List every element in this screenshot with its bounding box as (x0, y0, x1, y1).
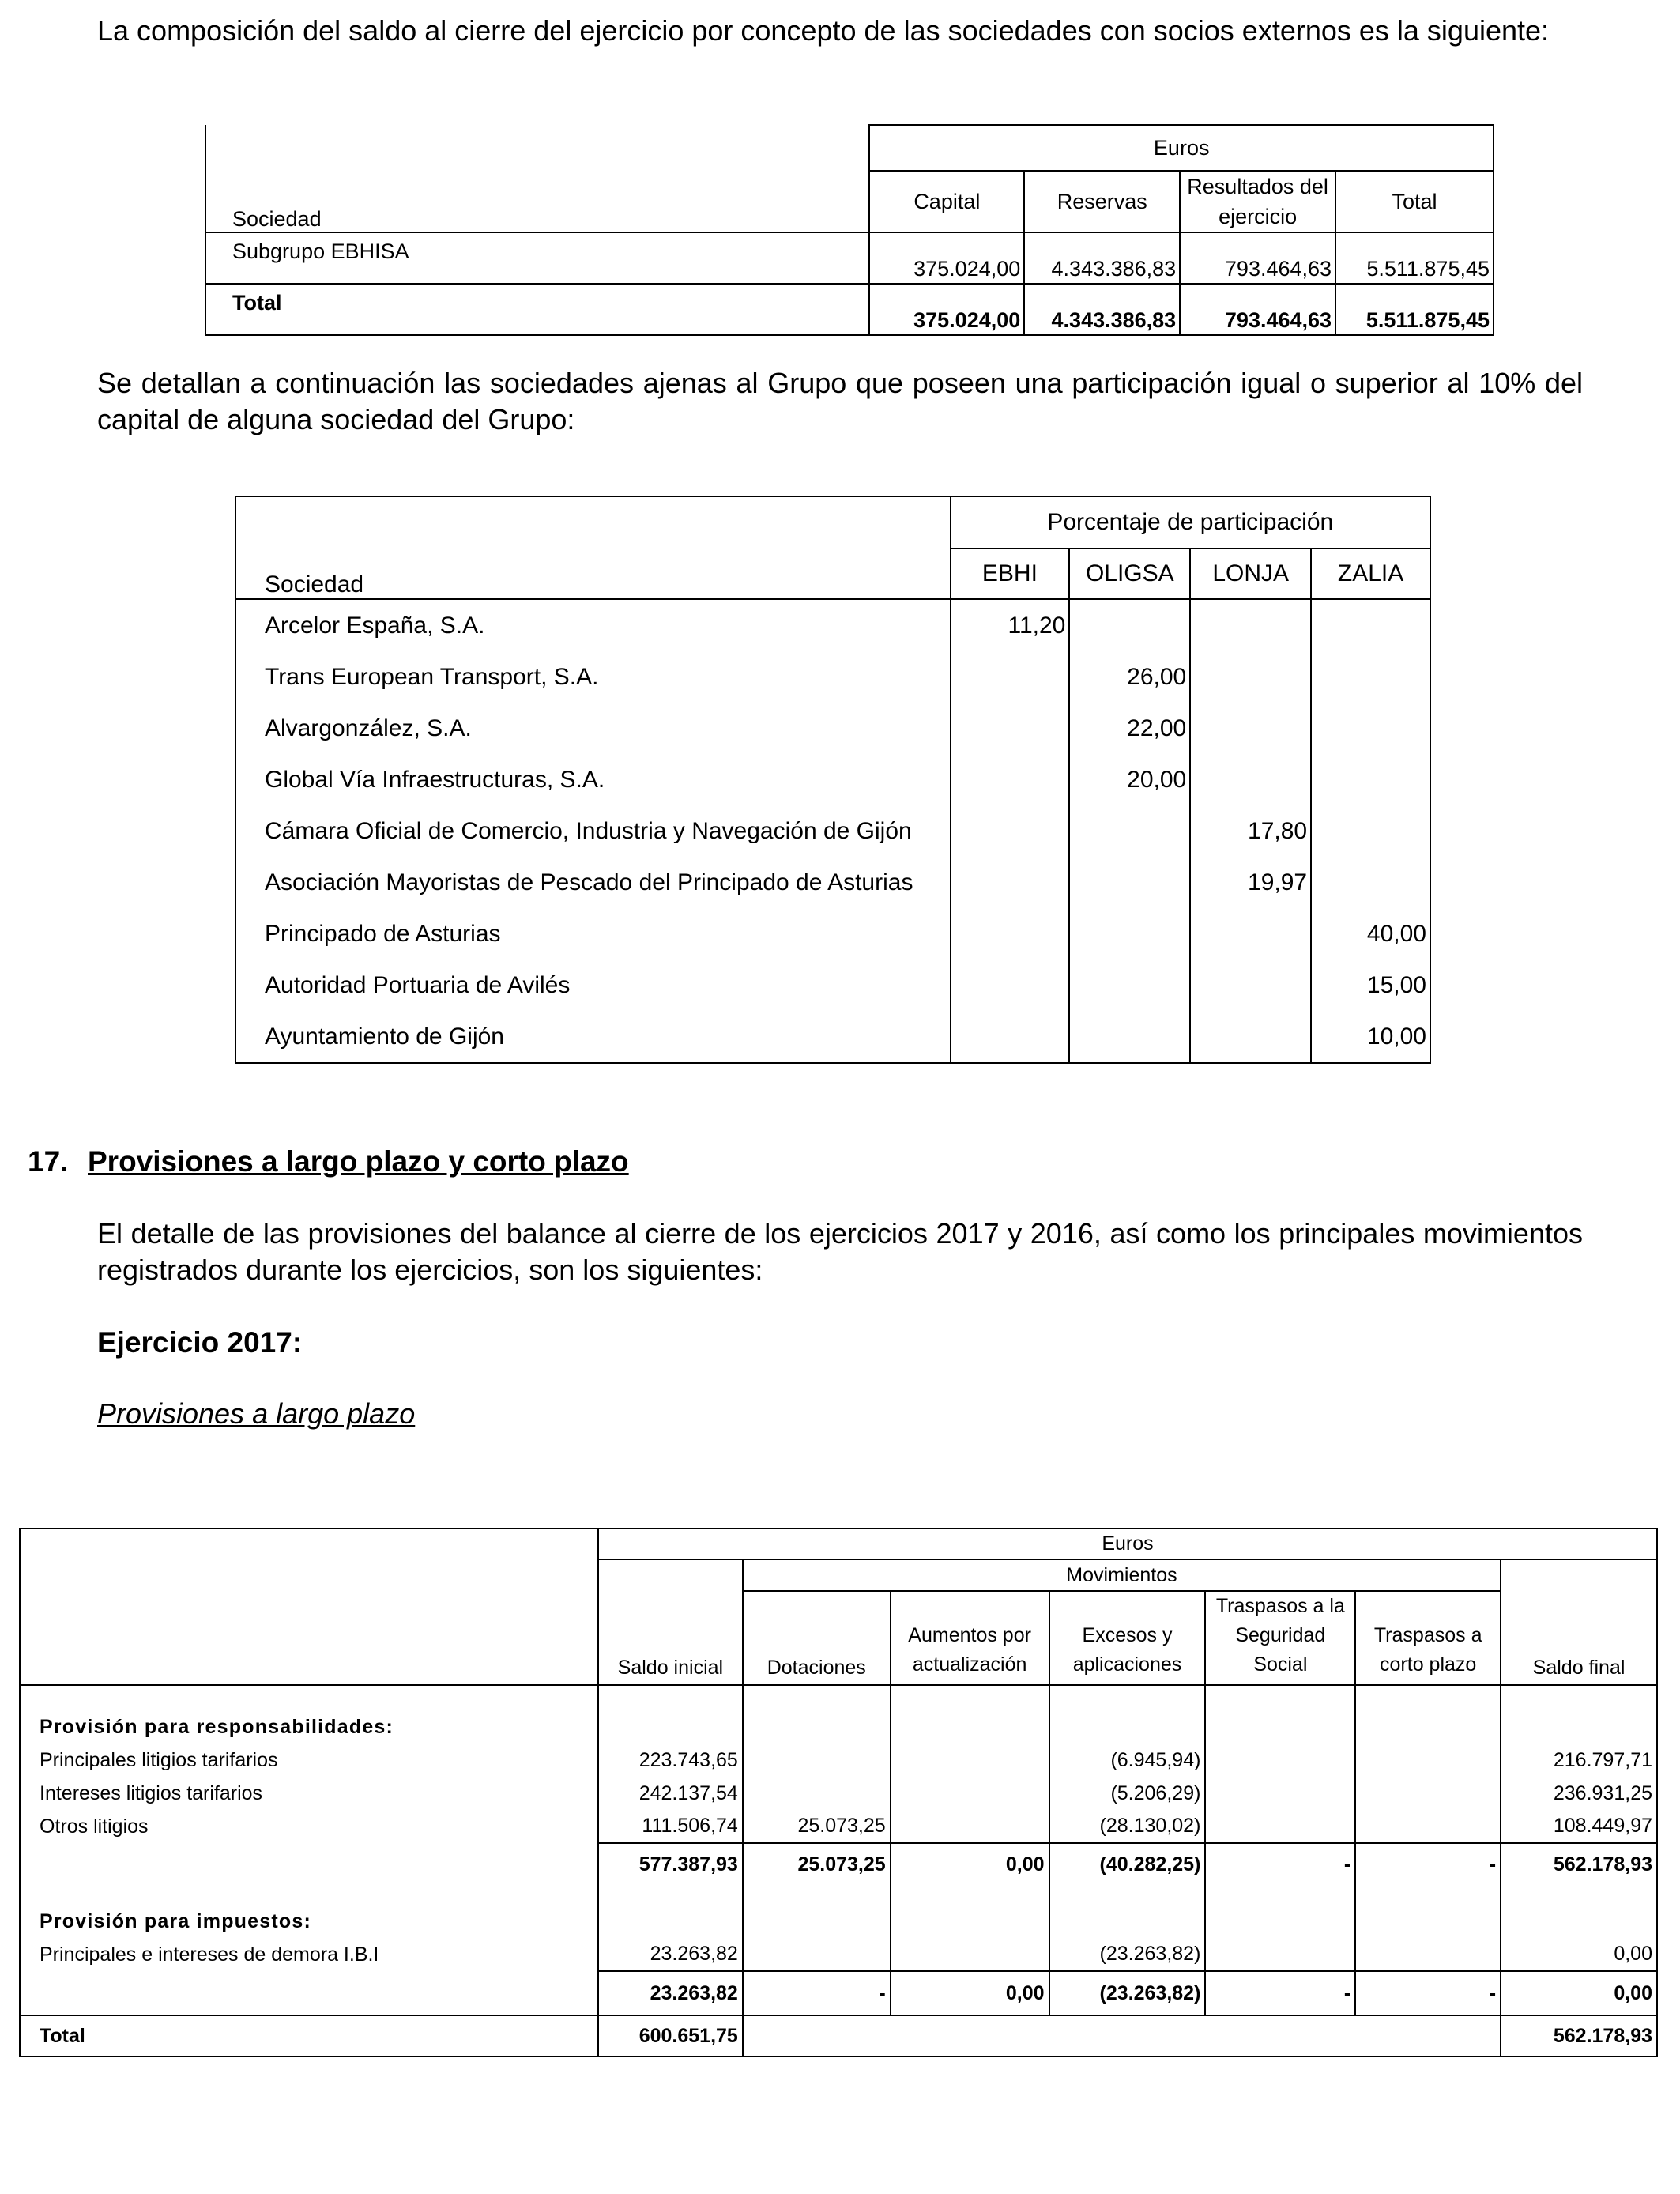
intro-paragraph-composicion: La composición del saldo al cierre del ejercicio por concepto de las sociedades con socios externos es la siguiente: (97, 14, 1550, 47)
table-row: Intereses litigios tarifarios 242.137,54 (5.206,29) 236.931,25 (20, 1777, 1657, 1810)
section-number: 17. (28, 1145, 69, 1178)
intro-paragraph-provisiones: El detalle de las provisiones del balance al cierre de los ejercicios 2017 y 2016, así como los principales movimientos registrados durante los ejercicios, son los siguientes: (97, 1217, 1583, 1286)
header-sociedad: Sociedad (205, 125, 869, 232)
header-zalia: ZALIA (1311, 548, 1430, 599)
total-row: Total 600.651,75 562.178,93 (20, 2015, 1657, 2056)
header-total: Total (1335, 171, 1494, 232)
header-excesos: Excesos y aplicaciones (1049, 1591, 1206, 1685)
header-euros: Euros (869, 125, 1494, 171)
total-row: Total 375.024,00 4.343.386,83 793.464,63 5.511.875,45 (205, 284, 1494, 335)
table-row: Subgrupo EBHISA 375.024,00 4.343.386,83 793.464,63 5.511.875,45 (205, 232, 1494, 284)
provisiones-subtitle: Provisiones a largo plazo (97, 1397, 416, 1430)
intro-paragraph-sociedades-ajenas: Se detallan a continuación las sociedades ajenas al Grupo que poseen una participación igual o superior al 10% del capital de alguna sociedad del Grupo: (97, 367, 1583, 435)
header-traspasos-ss: Traspasos a la Seguridad Social (1205, 1591, 1355, 1685)
table-row: Asociación Mayoristas de Pescado del Principado de Asturias 19,97 (235, 857, 1430, 908)
subtotal-row: 23.263,82 - 0,00 (23.263,82) - - 0,00 (20, 1971, 1657, 2015)
table-row: Otros litigios 111.506,74 25.073,25 (28.130,02) 108.449,97 (20, 1810, 1657, 1843)
table-row: Arcelor España, S.A. 11,20 (235, 599, 1430, 651)
header-movimientos: Movimientos (743, 1559, 1501, 1591)
table-row: Cámara Oficial de Comercio, Industria y Navegación de Gijón 17,80 (235, 805, 1430, 857)
header-euros: Euros (598, 1529, 1657, 1559)
table-row: Alvargonzález, S.A. 22,00 (235, 703, 1430, 754)
table-row: Principales litigios tarifarios 223.743,65 (6.945,94) 216.797,71 (20, 1744, 1657, 1777)
participacion-table (235, 496, 1431, 1064)
section-title: Provisiones a largo plazo y corto plazo (88, 1145, 629, 1178)
header-traspasos-cp: Traspasos a corto plazo (1355, 1591, 1501, 1685)
table-row: Ayuntamiento de Gijón 10,00 (235, 1011, 1430, 1063)
header-ebhi: EBHI (951, 548, 1070, 599)
header-saldo-inicial: Saldo inicial (598, 1559, 743, 1685)
socios-externos-table (205, 124, 1494, 336)
ejercicio-heading: Ejercicio 2017: (97, 1326, 303, 1359)
header-aumentos: Aumentos por actualización (891, 1591, 1049, 1685)
group-title-impuestos: Provisión para impuestos: (20, 1905, 598, 1938)
header-lonja: LONJA (1190, 548, 1311, 599)
table-row: Trans European Transport, S.A. 26,00 (235, 651, 1430, 703)
group-title-responsabilidades: Provisión para responsabilidades: (20, 1710, 598, 1744)
header-capital: Capital (869, 171, 1024, 232)
table-row: Principado de Asturias 40,00 (235, 908, 1430, 959)
header-saldo-final: Saldo final (1501, 1559, 1657, 1685)
header-oligsa: OLIGSA (1069, 548, 1190, 599)
header-porcentaje: Porcentaje de participación (951, 496, 1430, 548)
table-row: Principales e intereses de demora I.B.I 23.263,82 (23.263,82) 0,00 (20, 1938, 1657, 1971)
table-row: Global Vía Infraestructuras, S.A. 20,00 (235, 754, 1430, 805)
header-dotaciones: Dotaciones (743, 1591, 891, 1685)
section-heading (28, 1144, 629, 1180)
table-row: Autoridad Portuaria de Avilés 15,00 (235, 959, 1430, 1011)
subtotal-row: 577.387,93 25.073,25 0,00 (40.282,25) - - 562.178,93 (20, 1843, 1657, 1886)
provisiones-table (19, 1528, 1658, 2057)
header-reservas: Reservas (1024, 171, 1180, 232)
header-resultados: Resultados del ejercicio (1180, 171, 1335, 232)
header-sociedad: Sociedad (235, 496, 951, 599)
